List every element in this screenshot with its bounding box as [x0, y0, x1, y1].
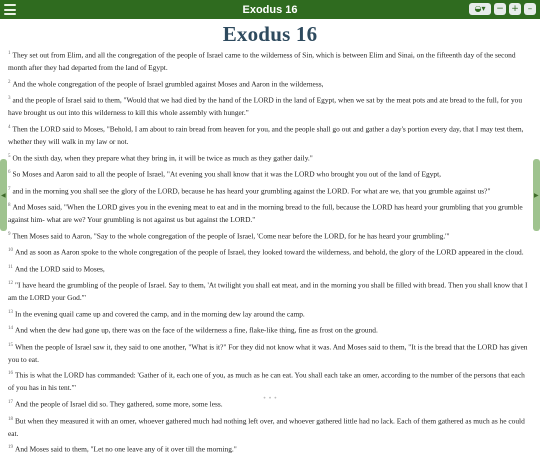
next-chapter-button[interactable] — [533, 159, 540, 231]
verse-number: 3 — [8, 96, 11, 102]
verse-number: 10 — [8, 248, 13, 254]
verse-number: 11 — [8, 264, 13, 270]
verse-text: But when they measured it with an omer, whoever gathered much had nothing left over, and whoever gathered little had no lack. Each of them gathered as much as he could eat. — [8, 416, 525, 438]
verse — [8, 340, 530, 366]
chevron-left-icon: ◀ — [1, 192, 6, 199]
verse-number: 19 — [8, 445, 13, 451]
verse-text: And Moses said to them, "Let no one leave any of it over till the morning." — [15, 444, 237, 454]
toolbar — [469, 3, 536, 15]
verse-text: And the LORD said to Moses, — [14, 264, 105, 274]
verse-text: They set out from Elim, and all the congregation of the people of Israel came to the wilderness of Sin, which is between Elim and Sinai, on the fifteenth day of the second month after they had departed from the land of Egypt. — [8, 50, 516, 72]
verse-number: 13 — [8, 309, 13, 315]
font-increase-button[interactable]: + — [509, 3, 521, 15]
verse-text: When the people of Israel saw it, they said to one another, "What is it?" For they did not know what it was. And Moses said to them, "It is the bread that the LORD has given you to eat. — [8, 342, 528, 364]
verse — [8, 93, 530, 119]
verse — [8, 307, 530, 321]
menu-icon[interactable] — [4, 4, 16, 15]
verse — [8, 368, 530, 394]
verse — [8, 229, 530, 243]
close-button[interactable]: – — [524, 3, 536, 15]
chapter-heading: Exodus 16 — [222, 22, 318, 46]
font-decrease-button[interactable]: − — [494, 3, 506, 15]
chevron-right-icon: ▶ — [534, 192, 539, 199]
verse-number: 8 — [8, 203, 11, 209]
app-title: Exodus 16 — [242, 3, 298, 16]
verse — [8, 184, 530, 198]
verse-text: and the people of Israel said to them, "Would that we had died by the hand of the LORD in the land of Egypt, when we sat by the meat pots and ate bread to the full, for you have brought us out into this wilderness to kill this whole assembly with hunger." — [8, 95, 523, 118]
verse — [8, 122, 530, 148]
verse — [8, 262, 530, 276]
verse-text: And Moses said, "When the LORD gives you in the evening meat to eat and in the morning bread to the full, because the LORD has heard your grumbling that you grumble against him- what are we? Your grumbling is not against us but against the LORD." — [8, 202, 523, 224]
verse — [8, 442, 530, 456]
verse-number: 17 — [8, 400, 13, 406]
verse-text: Then the LORD said to Moses, "Behold, I am about to rain bread from heaven for you, and the people shall go out and gather a day's portion every day, that I may test them, whether they will walk in my law or not. — [8, 124, 524, 147]
verse — [8, 200, 530, 226]
page-indicator: • • • — [262, 395, 278, 402]
verse — [8, 48, 530, 74]
verse-number: 9 — [8, 231, 11, 237]
verse-number: 1 — [8, 51, 11, 56]
verse-text: This is what the LORD has commanded: 'Gather of it, each one of you, as much as he can eat. You shall each take an omer, according to the number of the persons that each of you has in his tent.'" — [8, 370, 525, 393]
verse-text: So Moses and Aaron said to all the people of Israel, "At evening you shall know that it was the LORD who brought you out of the land of Egypt, — [12, 169, 442, 179]
verse — [8, 278, 530, 304]
verse-number: 7 — [8, 186, 11, 192]
verse-number: 18 — [8, 416, 13, 422]
verse-number: 15 — [8, 342, 13, 348]
verse-number: 4 — [8, 125, 11, 131]
title-bar — [0, 0, 540, 19]
verse-text: On the sixth day, when they prepare what they bring in, it will be twice as much as they gather daily." — [12, 153, 313, 163]
verse-text: "I have heard the grumbling of the people of Israel. Say to them, 'At twilight you shall eat meat, and in the morning you shall be filled with bread. Then you shall know that I am the LORD your God.'" — [8, 280, 528, 302]
verse-number: 12 — [8, 280, 13, 286]
verse-text: And when the dew had gone up, there was on the face of the wilderness a fine, flake-like thing, fine as frost on the ground. — [15, 325, 378, 335]
verse-number: 16 — [8, 371, 13, 377]
verse — [8, 77, 530, 91]
verse — [8, 323, 530, 337]
verse — [8, 151, 530, 165]
verse — [8, 245, 530, 259]
verse-number: 5 — [8, 153, 11, 159]
verse-number: 14 — [8, 326, 13, 332]
previous-chapter-button[interactable] — [0, 159, 7, 231]
verse-text: And the people of Israel did so. They gathered, some more, some less. — [15, 399, 223, 409]
verse-text: Then Moses said to Aaron, "Say to the whole congregation of the people of Israel, 'Come near before the LORD, for he has heard your grumbling.'" — [12, 231, 450, 241]
verse-number: 6 — [8, 170, 11, 176]
verse — [8, 167, 530, 181]
verse-text: In the evening quail came up and covered the camp, and in the morning dew lay around the camp. — [15, 309, 305, 319]
verse-text: And the whole congregation of the people of Israel grumbled against Moses and Aaron in the wilderness, — [12, 79, 324, 89]
verse-number: 2 — [8, 79, 11, 85]
verse-text: And as soon as Aaron spoke to the whole congregation of the people of Israel, they looked toward the wilderness, and behold, the glory of the LORD appeared in the cloud. — [15, 247, 524, 257]
verse-text: and in the morning you shall see the glory of the LORD, because he has heard your grumbling against the LORD. For what are we, that you grumble against us?" — [12, 186, 491, 196]
view-mode-icon[interactable]: ◒▾ — [469, 3, 491, 15]
verse — [8, 414, 530, 440]
